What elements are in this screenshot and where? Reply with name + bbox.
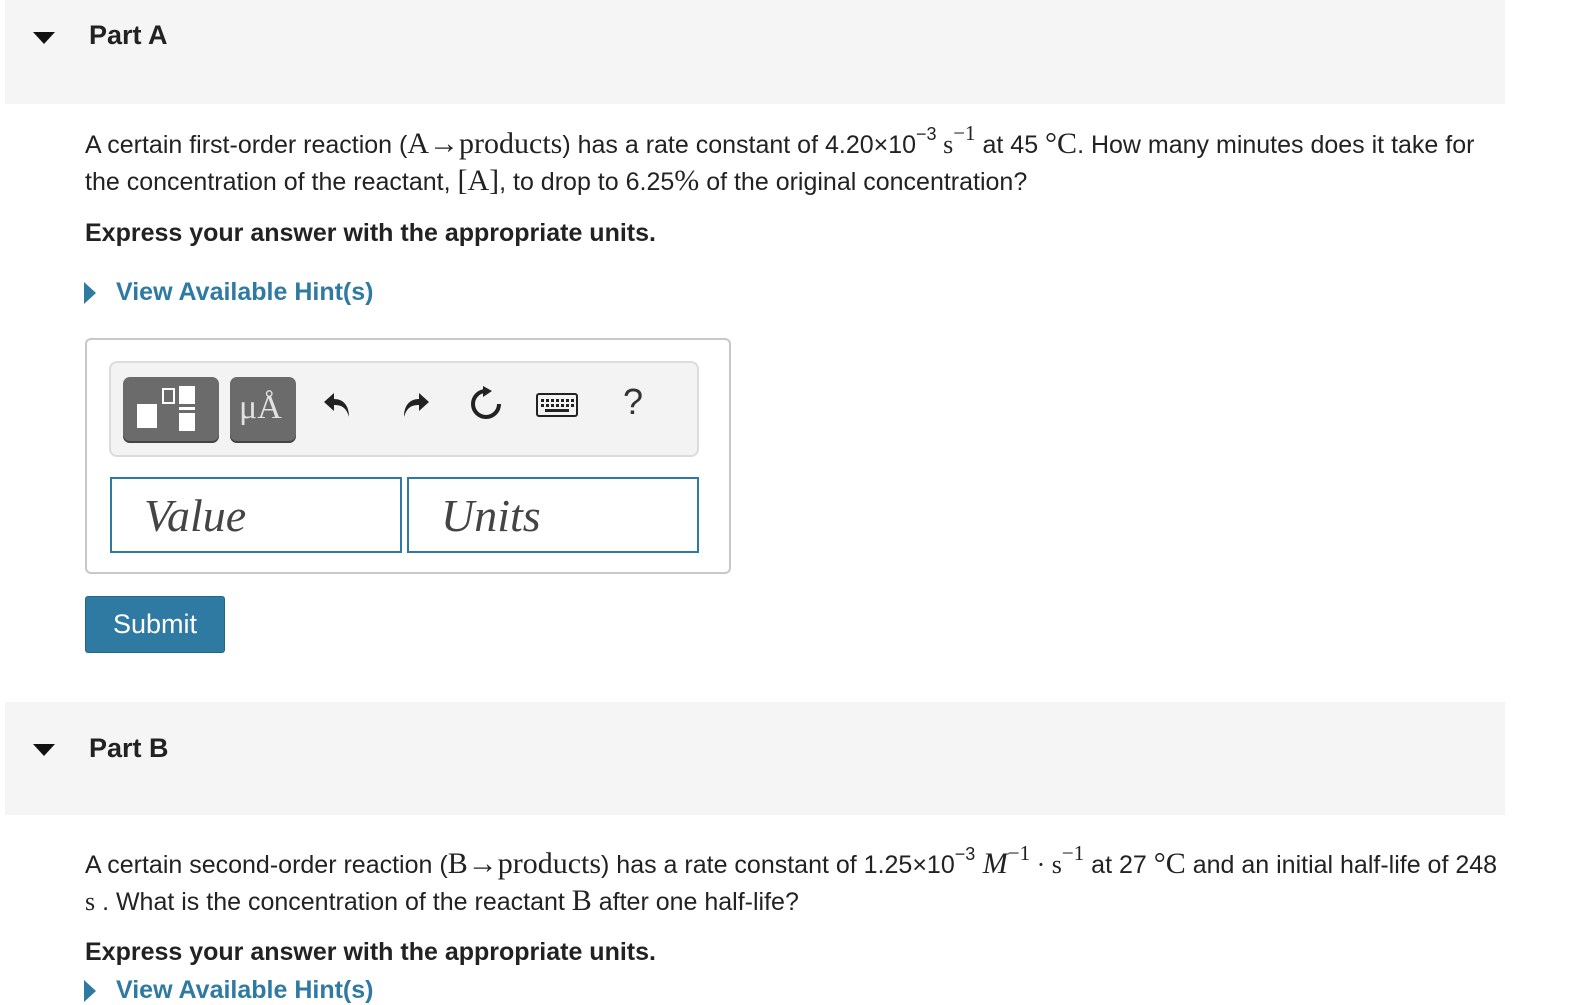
expand-caret-icon (84, 980, 96, 1002)
answer-box (85, 338, 731, 574)
part-a-instruction: Express your answer with the appropriate units. (85, 219, 656, 247)
collapse-caret-icon[interactable] (33, 744, 55, 756)
expand-caret-icon (84, 282, 96, 304)
units-icon: μÅ (239, 389, 282, 426)
view-hints-link[interactable]: View Available Hint(s) (116, 976, 374, 1004)
part-b-hint-toggle[interactable] (84, 976, 484, 1004)
part-a-hint-toggle[interactable] (84, 278, 373, 307)
view-hints-link[interactable]: View Available Hint(s) (116, 278, 374, 306)
keyboard-icon[interactable] (536, 393, 578, 419)
value-input[interactable] (110, 477, 402, 553)
collapse-caret-icon[interactable] (33, 32, 55, 44)
part-b-instruction: Express your answer with the appropriate units. (85, 938, 656, 966)
redo-icon[interactable] (398, 387, 432, 421)
part-b-header[interactable] (5, 702, 1505, 815)
submit-button[interactable]: Submit (85, 596, 225, 653)
template-button[interactable] (123, 377, 219, 443)
help-icon[interactable]: ? (623, 381, 644, 422)
units-input[interactable] (407, 477, 699, 553)
units-button[interactable] (230, 377, 296, 443)
reset-icon[interactable] (467, 385, 505, 423)
part-a-question: A certain first-order reaction (A→products) has a rate constant of $4.20\times 10^{-3}$ $s^{-1}$ at 45 °C. How many minutes does it take for the concentration of the reactant, [A], to drop to 6.25% of the original concentration? (85, 121, 1475, 197)
undo-icon[interactable] (321, 387, 355, 421)
part-b-question: A certain second-order reaction (B→products) has a rate constant of $1.25\times 10^{-3}$ $M^{-1} \cdot s^{-1}$ at 27 °C and an initial half-life of 248 s . What is the concentration of the reactant B after one half-life? (85, 841, 1498, 917)
template-icon (123, 377, 219, 443)
part-b-title: Part B (89, 733, 169, 763)
part-a-title: Part A (89, 20, 168, 50)
part-a-header[interactable] (5, 0, 1505, 104)
math-toolbar (109, 361, 699, 457)
